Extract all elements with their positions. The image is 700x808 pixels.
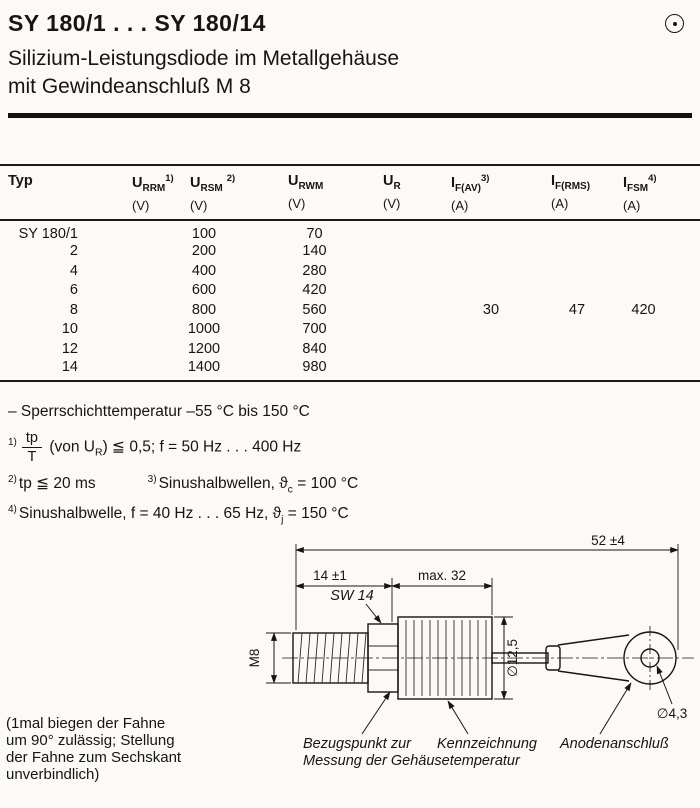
ratings-table — [0, 164, 700, 382]
centerlines — [282, 626, 694, 690]
ifav-value — [441, 359, 541, 381]
col-header-ur: $U_R$ (V) — [373, 165, 441, 220]
urrm-ursm-value: 800 — [191, 301, 217, 318]
tp-over-t-fraction: $\frac{tp}{T}$ — [22, 430, 42, 465]
urwm-value: 560 — [302, 301, 327, 318]
subtitle-line-2: mit Gewindeanschluß M 8 — [8, 75, 251, 98]
ifsm-value — [613, 242, 700, 262]
typ-value: 2 — [69, 243, 78, 260]
bezugspunkt-label-line2: Messung der Gehäusetemperatur — [303, 753, 520, 770]
ur-value — [373, 300, 441, 320]
typ-value: 14 — [61, 358, 78, 375]
typ-value: 8 — [69, 301, 78, 318]
urwm-value: 280 — [302, 262, 327, 279]
col-header-ursm: $U_{RSM}$ $^{2)}$ (V) — [188, 165, 278, 220]
col-header-urwm: $U_{RWM}$ (V) — [278, 165, 373, 220]
urrm-ursm-value: 1400 — [187, 358, 221, 375]
col-header-ifsm: $I_{FSM}^{4)}$ (A) — [613, 165, 700, 220]
ifrms-value — [541, 261, 613, 281]
ur-value — [373, 242, 441, 262]
table-header-row — [0, 165, 700, 220]
ifav-value — [441, 320, 541, 340]
urrm-ursm-value: 600 — [191, 282, 217, 299]
col-header-urrm: $U_{RRM}^{1)}$ (V) — [130, 165, 188, 220]
urwm-value: 140 — [302, 243, 327, 260]
ur-value — [373, 261, 441, 281]
ifav-value — [441, 261, 541, 281]
typ-value: 6 — [69, 282, 78, 299]
dim-14-label: 14 ±1 — [313, 568, 347, 584]
typ-value: SY 180/1 — [18, 225, 78, 242]
ifrms-value — [541, 242, 613, 262]
dia-4-3-label: ∅4,3 — [656, 706, 688, 722]
ur-value — [373, 359, 441, 381]
kennzeichnung-label: Kennzeichnung — [437, 736, 537, 753]
table-row — [0, 359, 700, 381]
table-row — [0, 300, 700, 320]
table-row — [0, 220, 700, 242]
ifav-value — [441, 339, 541, 359]
page-subtitle — [8, 45, 692, 101]
outline-drawing — [0, 534, 700, 787]
footnotes-section — [0, 382, 700, 526]
sw14-label: SW 14 — [330, 588, 374, 605]
urwm-value: 70 — [306, 225, 323, 242]
ifsm-value — [613, 359, 700, 381]
page-title: SY 180/1 . . . SY 180/14 — [8, 10, 266, 36]
anodenanschluss-label: Anodenanschluß — [560, 736, 669, 753]
ifrms-value — [541, 220, 613, 242]
ifsm-value: 420 — [631, 301, 656, 318]
col-header-ifrms: $I_{F(RMS)}$ (A) — [541, 165, 613, 220]
flag-bending-note: (1mal biegen der Fahne um 90° zulässig; Stellung der Fahne zum Sechskant unverbindlich) — [6, 715, 182, 784]
subtitle-line-1: Silizium-Leistungsdiode im Metallgehäuse — [8, 47, 400, 70]
ur-value — [373, 339, 441, 359]
typ-value: 4 — [69, 262, 78, 279]
footnote-1: $^{1)}$ $\frac{tp}{T}$ (von $U_R$) ≦ 0,5; f = 50 Hz . . . 400 Hz — [8, 429, 302, 465]
ifav-value — [441, 242, 541, 262]
ur-value — [373, 220, 441, 242]
table-row — [0, 242, 700, 262]
bezugspunkt-label-line1: Bezugspunkt zur — [303, 736, 412, 753]
ur-value — [373, 320, 441, 340]
typ-value: 12 — [61, 340, 78, 357]
ifrms-value — [541, 339, 613, 359]
dim-max32-label: max. 32 — [417, 568, 467, 584]
ifrms-value — [541, 281, 613, 301]
ifsm-value — [613, 339, 700, 359]
ifrms-value — [541, 359, 613, 381]
urrm-ursm-value: 1200 — [187, 340, 221, 357]
col-header-ifav: $I_{F(AV)}^{3)}$ (A) — [441, 165, 541, 220]
urwm-value: 980 — [302, 358, 327, 375]
table-row — [0, 281, 700, 301]
corner-dot-icon — [665, 14, 684, 33]
ifav-value — [441, 220, 541, 242]
ifrms-value — [541, 320, 613, 340]
table-row — [0, 261, 700, 281]
ifav-value — [441, 281, 541, 301]
ifrms-value: 47 — [568, 301, 586, 318]
urrm-ursm-value: 400 — [191, 262, 217, 279]
ur-value — [373, 281, 441, 301]
dim-52-label: 52 ±4 — [591, 534, 625, 549]
col-header-typ: Typ — [0, 165, 130, 220]
footnote-2-3: $^{2)}$ tp ≦ 20 ms $^{3)}$ Sinushalbwellen, $ϑ_c = 100$ °C — [8, 473, 359, 495]
ifav-value: 30 — [482, 301, 500, 318]
page-header — [0, 0, 700, 118]
ifsm-value — [613, 261, 700, 281]
ifsm-value — [613, 220, 700, 242]
urwm-value: 700 — [302, 321, 327, 338]
dia-12-5-label: ∅12,5 — [505, 639, 520, 678]
urwm-value: 840 — [302, 340, 327, 357]
junction-temp-note: – Sperrschichttemperatur –55 °C bis 150 °C — [8, 402, 310, 420]
table-row — [0, 339, 700, 359]
ifsm-value — [613, 281, 700, 301]
m8-label: M8 — [247, 648, 262, 668]
threaded-stud — [293, 633, 368, 683]
table-row — [0, 320, 700, 340]
urrm-ursm-value: 1000 — [187, 321, 221, 338]
urrm-ursm-value: 200 — [191, 243, 217, 260]
typ-value: 10 — [61, 321, 78, 338]
ifsm-value — [613, 320, 700, 340]
urrm-ursm-value: 100 — [191, 225, 217, 242]
footnote-4: $^{4)}$ Sinushalbwelle, f = 40 Hz . . . 65 Hz, $ϑ_j = 150$ °C — [8, 503, 349, 526]
title-divider — [8, 113, 692, 118]
urwm-value: 420 — [302, 282, 327, 299]
